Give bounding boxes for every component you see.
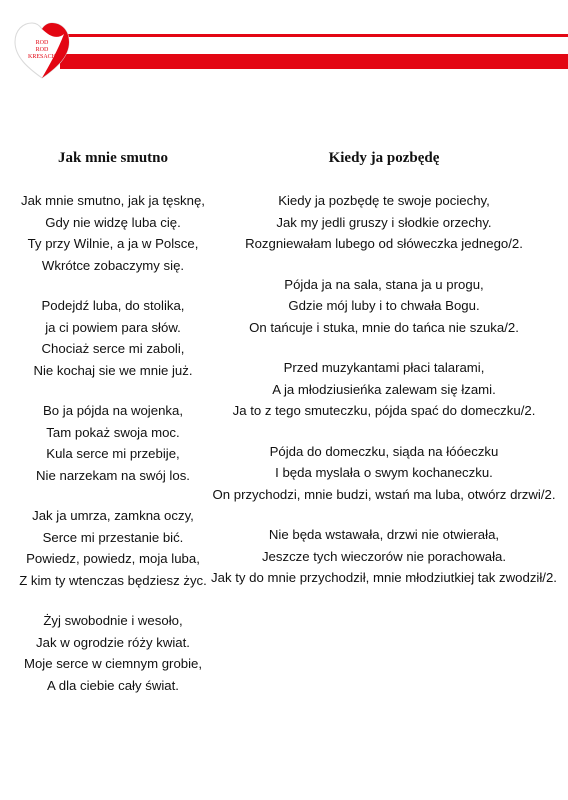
poem-line: Pójda do domeczku, siąda na łóóeczku bbox=[269, 443, 499, 459]
poem-line: Gdzie mój luby i to chwała Bogu. bbox=[288, 298, 480, 313]
poem-stanza bbox=[8, 610, 218, 696]
poem-line: Ty przy Wilnie, a ja w Polsce, bbox=[27, 236, 199, 251]
poem-line: Jeszcze tych wieczorów nie porachowała. bbox=[261, 548, 507, 564]
header-stripe-thin bbox=[60, 34, 568, 37]
poem-line: A ja młodziusieńka zalewam się łzami. bbox=[272, 381, 496, 397]
poem-stanza bbox=[206, 524, 562, 589]
header-banner bbox=[0, 0, 568, 80]
heart-logo bbox=[12, 20, 72, 82]
poem-line: Pójda ja na sala, stana ja u progu, bbox=[284, 276, 484, 292]
poem-line: Jak ja umrza, zamkna oczy, bbox=[32, 508, 194, 523]
poem-line: Tam pokaż swoja moc. bbox=[46, 424, 180, 440]
poem-line: Jak w ogrodzie róży kwiat. bbox=[36, 634, 190, 650]
poem-line: Ja to z tego smuteczku, pójda spać do domeczku/2. bbox=[232, 403, 536, 418]
poem-line: Jak my jedli gruszy i słodkie orzechy. bbox=[276, 214, 492, 230]
poem-line: A dla ciebie cały świat. bbox=[47, 677, 179, 693]
poem-stanza bbox=[8, 400, 218, 486]
logo-text-line: KRESACH bbox=[27, 54, 56, 60]
poem-kiedy-ja-pozbede bbox=[206, 148, 562, 608]
poem-line: Z kim ty wtenczas będziesz życ. bbox=[19, 572, 207, 588]
poem-line: Podejdź luba, do stolika, bbox=[41, 298, 185, 313]
poem-line: Serce mi przestanie bić. bbox=[42, 529, 184, 545]
header-stripe-thick bbox=[60, 54, 568, 69]
poem-line: On przychodzi, mnie budzi, wstań ma luba, otwórz drzwi/2. bbox=[212, 486, 556, 502]
poem-line: Żyj swobodnie i wesoło, bbox=[43, 613, 183, 628]
poem-stanza bbox=[206, 190, 562, 255]
poem-line: Kiedy ja pozbędę te swoje pociechy, bbox=[278, 193, 490, 208]
poem-line: Gdy nie widzę luba cię. bbox=[45, 214, 181, 230]
poem-line: Nie narzekam na swój los. bbox=[36, 467, 190, 483]
poem-stanza bbox=[8, 295, 218, 381]
poem-line: Moje serce w ciemnym grobie, bbox=[23, 656, 203, 671]
poem-stanza bbox=[206, 274, 562, 339]
poem-line: On tańcuje i stuka, mnie do tańca nie szuka/2. bbox=[249, 319, 519, 335]
poem-line: Chociaż serce mi zaboli, bbox=[41, 341, 185, 356]
poem-line: Powiedz, powiedz, moja luba, bbox=[26, 551, 200, 566]
poem-stanza bbox=[8, 505, 218, 591]
poem-line: Nie będa wstawała, drzwi nie otwierała, bbox=[268, 527, 500, 542]
poem-line: Rozgniewałam lubego od słóweczka jednego/2. bbox=[245, 236, 523, 251]
poem-title: Kiedy ja pozbędę bbox=[328, 150, 440, 166]
poem-stanza bbox=[206, 357, 562, 422]
poem-line: Jak mnie smutno, jak ja tęsknę, bbox=[21, 193, 205, 208]
poem-stanza bbox=[206, 441, 562, 506]
logo-text bbox=[22, 40, 62, 61]
poem-line: Jak ty do mnie przychodził, mnie młodziutkiej tak zwodził/2. bbox=[211, 570, 557, 585]
poem-title: Jak mnie smutno bbox=[57, 150, 169, 166]
poem-line: Przed muzykantami płaci talarami, bbox=[283, 360, 485, 375]
poem-jak-mnie-smutno bbox=[8, 148, 218, 715]
poem-line: Kula serce mi przebije, bbox=[46, 446, 180, 461]
poem-stanza bbox=[8, 190, 218, 276]
poem-line: Wkrótce zobaczymy się. bbox=[41, 257, 185, 273]
poem-line: ja ci powiem para słów. bbox=[45, 319, 181, 335]
logo-text-line: ROD bbox=[35, 40, 49, 46]
logo-text-line: ROD bbox=[35, 47, 49, 53]
poem-line: I będa myslała o swym kochaneczku. bbox=[275, 465, 493, 480]
poem-line: Nie kochaj sie we mnie już. bbox=[33, 362, 193, 378]
poem-line: Bo ja pójda na wojenka, bbox=[42, 403, 184, 418]
